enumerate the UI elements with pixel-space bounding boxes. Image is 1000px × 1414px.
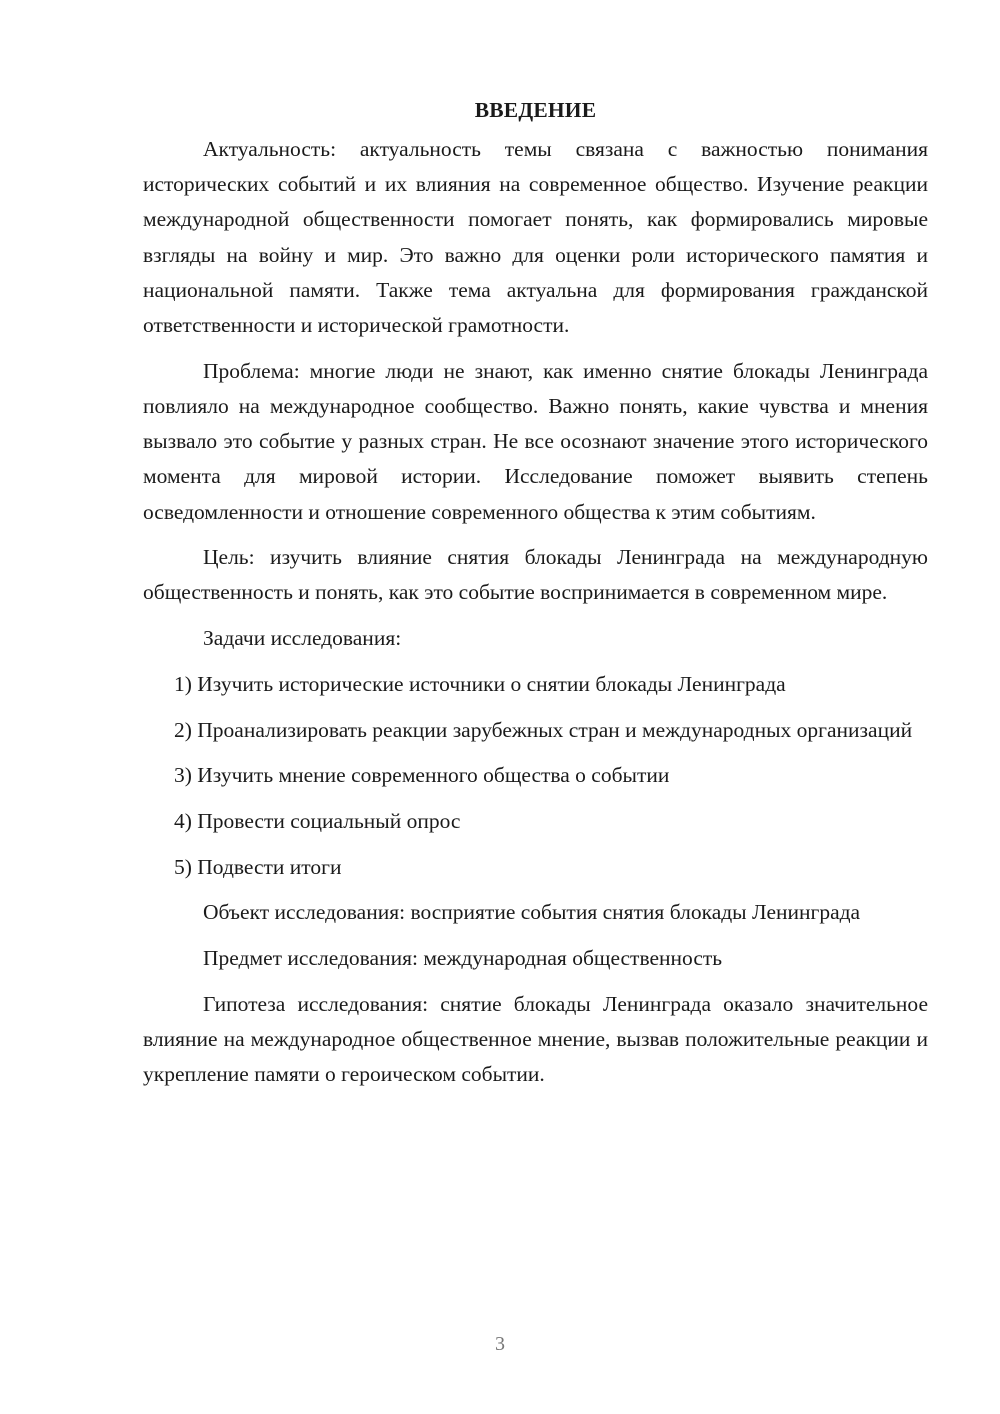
- page-content: [143, 92, 928, 1103]
- section-title: ВВЕДЕНИЕ: [474, 98, 597, 122]
- paragraph-goal: Цель: изучить влияние снятия блокады Ленинграда на международную общественность и понять, как это событие воспринимается в современном мире.: [143, 545, 928, 605]
- task-item-3: 3) Изучить мнение современного общества о событии: [174, 763, 670, 788]
- paragraph-hypothesis: Гипотеза исследования: снятие блокады Ленинграда оказало значительное влияние на международное общественное мнение, вызвав положительные реакции и укрепление памяти о героическом событии.: [143, 991, 928, 1087]
- paragraph-tasks-heading: Задачи исследования:: [203, 626, 402, 651]
- task-item-5: 5) Подвести итоги: [174, 854, 342, 879]
- paragraph-subject: Предмет исследования: международная общественность: [203, 946, 723, 971]
- task-item-1: 1) Изучить исторические источники о снятии блокады Ленинграда: [174, 671, 786, 696]
- paragraph-relevance: Актуальность: актуальность темы связана с важностью понимания исторических событий и их влияния на современное общество. Изучение реакции международной общественности помогает понять, как формировались мировые взгляды на войну и мир. Это важно для оценки роли исторического памятия и национальной памяти. Также тема актуальна для формирования гражданской ответственности и исторической грамотности.: [143, 137, 928, 338]
- task-item-2: 2) Проанализировать реакции зарубежных стран и международных организаций: [174, 717, 913, 742]
- paragraph-object: Объект исследования: восприятие события снятия блокады Ленинграда: [203, 900, 861, 925]
- paragraph-problem: Проблема: многие люди не знают, как именно снятие блокады Ленинграда повлияло на международное сообщество. Важно понять, какие чувства и мнения вызвало это событие у разных стран. Не все осознают значение этого исторического момента для мировой истории. Исследование поможет выявить степень осведомленности и отношение современного общества к этим событиям.: [143, 358, 928, 524]
- page-number: 3: [495, 1333, 505, 1355]
- task-item-4: 4) Провести социальный опрос: [174, 808, 461, 833]
